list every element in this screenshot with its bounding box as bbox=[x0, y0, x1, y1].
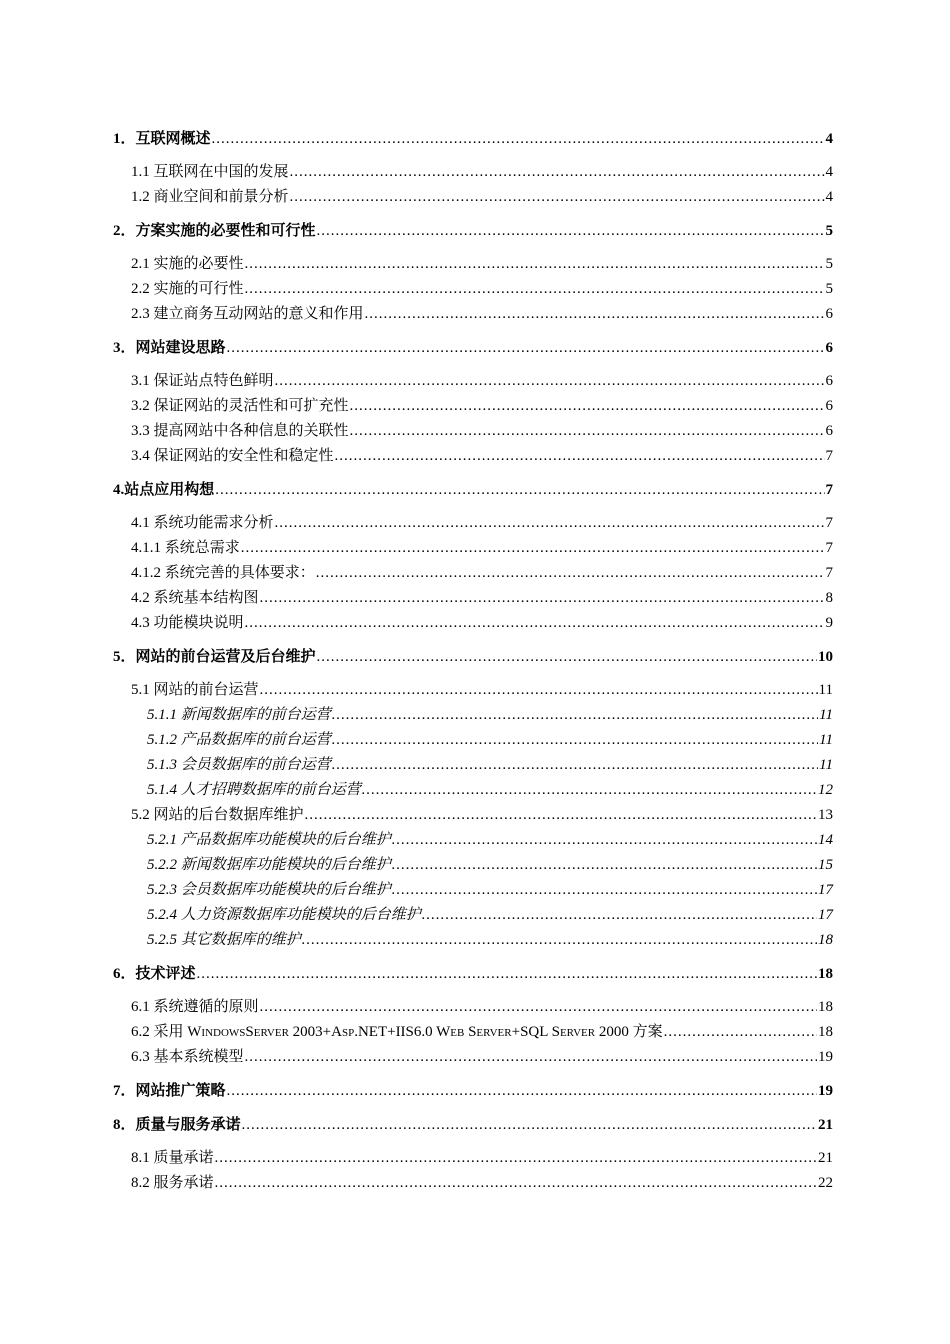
toc-subsection-entry[interactable] bbox=[113, 728, 833, 753]
toc-entry-title: 8．质量与服务承诺 bbox=[113, 1117, 241, 1133]
toc-dot-leader bbox=[332, 728, 818, 753]
toc-page-number: 7 bbox=[825, 565, 833, 581]
toc-entry-title: 3.2 保证网站的灵活性和可扩充性 bbox=[131, 398, 349, 414]
toc-dot-leader bbox=[305, 803, 817, 828]
toc-chapter-entry[interactable] bbox=[113, 1078, 833, 1104]
toc-dot-leader bbox=[215, 477, 824, 503]
toc-section-entry[interactable] bbox=[113, 419, 833, 444]
toc-entry-title: 4.1 系统功能需求分析 bbox=[131, 515, 274, 531]
toc-entry-title: 8.1 质量承诺 bbox=[131, 1150, 214, 1166]
toc-entry-title: 5.1.4 人才招聘数据库的前台运营 bbox=[147, 782, 361, 798]
toc-section-entry[interactable] bbox=[113, 536, 833, 561]
toc-section-entry[interactable] bbox=[113, 369, 833, 394]
toc-entry-title: 5．网站的前台运营及后台维护 bbox=[113, 649, 316, 665]
toc-dot-leader bbox=[422, 903, 817, 928]
toc-entry-title: 4.1.2 系统完善的具体要求： bbox=[131, 565, 315, 581]
toc-entry-title: 2.3 建立商务互动网站的意义和作用 bbox=[131, 306, 364, 322]
toc-dot-leader bbox=[260, 586, 825, 611]
toc-entry-title: 1.2 商业空间和前景分析 bbox=[131, 189, 289, 205]
toc-subsection-entry[interactable] bbox=[113, 928, 833, 953]
toc-dot-leader bbox=[227, 1078, 817, 1104]
toc-section-entry[interactable] bbox=[113, 1045, 833, 1070]
toc-entry-title: 1.1 互联网在中国的发展 bbox=[131, 164, 289, 180]
toc-page-number: 7 bbox=[825, 515, 833, 531]
toc-entry-title: 6.2 采用 WindowsServer 2003+Asp.NET+IIS6.0 Web Server+SQL Server 2000 方案 bbox=[131, 1024, 663, 1040]
toc-dot-leader bbox=[362, 778, 817, 803]
toc-chapter-entry[interactable] bbox=[113, 477, 833, 503]
toc-entry-title: 3.4 保证网站的安全性和稳定性 bbox=[131, 448, 334, 464]
table-of-contents bbox=[113, 126, 833, 1196]
toc-page-number: 11 bbox=[819, 757, 833, 773]
toc-page-number: 4 bbox=[825, 164, 833, 180]
toc-page-number: 6 bbox=[825, 423, 833, 439]
toc-entry-title: 5.1 网站的前台运营 bbox=[131, 682, 259, 698]
toc-dot-leader bbox=[215, 1146, 817, 1171]
toc-section-entry[interactable] bbox=[113, 511, 833, 536]
toc-dot-leader bbox=[245, 252, 825, 277]
toc-entry-title: 5.1.1 新闻数据库的前台运营 bbox=[147, 707, 331, 723]
toc-entry-title: 2．方案实施的必要性和可行性 bbox=[113, 223, 316, 239]
toc-dot-leader bbox=[664, 1020, 817, 1045]
toc-dot-leader bbox=[215, 1171, 817, 1196]
toc-section-entry[interactable] bbox=[113, 277, 833, 302]
toc-dot-leader bbox=[392, 828, 817, 853]
toc-entry-title: 6．技术评述 bbox=[113, 966, 196, 982]
toc-page-number: 7 bbox=[825, 448, 833, 464]
toc-page-number: 7 bbox=[825, 482, 833, 498]
toc-page-number: 5 bbox=[825, 256, 833, 272]
toc-page-number: 22 bbox=[818, 1175, 833, 1191]
toc-dot-leader bbox=[227, 335, 825, 361]
toc-page-number: 6 bbox=[825, 398, 833, 414]
toc-section-entry[interactable] bbox=[113, 586, 833, 611]
toc-section-entry[interactable] bbox=[113, 803, 833, 828]
toc-page-number: 18 bbox=[818, 932, 833, 948]
toc-chapter-entry[interactable] bbox=[113, 644, 833, 670]
toc-entry-title: 7．网站推广策略 bbox=[113, 1083, 226, 1099]
toc-subsection-entry[interactable] bbox=[113, 828, 833, 853]
toc-dot-leader bbox=[332, 703, 818, 728]
toc-entry-title: 5.2.2 新闻数据库功能模块的后台维护 bbox=[147, 857, 391, 873]
toc-subsection-entry[interactable] bbox=[113, 878, 833, 903]
toc-dot-leader bbox=[365, 302, 825, 327]
toc-chapter-entry[interactable] bbox=[113, 335, 833, 361]
toc-page-number: 18 bbox=[818, 1024, 833, 1040]
toc-page-number: 5 bbox=[825, 223, 833, 239]
toc-section-entry[interactable] bbox=[113, 611, 833, 636]
toc-section-entry[interactable] bbox=[113, 394, 833, 419]
toc-section-entry[interactable] bbox=[113, 252, 833, 277]
toc-subsection-entry[interactable] bbox=[113, 853, 833, 878]
toc-entry-title: 2.1 实施的必要性 bbox=[131, 256, 244, 272]
toc-entry-title: 3.3 提高网站中各种信息的关联性 bbox=[131, 423, 349, 439]
toc-page-number: 10 bbox=[818, 649, 833, 665]
toc-dot-leader bbox=[335, 444, 825, 469]
toc-section-entry[interactable] bbox=[113, 678, 833, 703]
toc-page-number: 9 bbox=[825, 615, 833, 631]
toc-page-number: 21 bbox=[818, 1117, 833, 1133]
toc-entry-title: 5.2.5 其它数据库的维护 bbox=[147, 932, 301, 948]
toc-dot-leader bbox=[290, 185, 825, 210]
toc-page-number: 11 bbox=[819, 732, 833, 748]
toc-dot-leader bbox=[241, 536, 825, 561]
toc-page-number: 21 bbox=[818, 1150, 833, 1166]
toc-entry-title: 3.1 保证站点特色鲜明 bbox=[131, 373, 274, 389]
toc-entry-title: 5.1.3 会员数据库的前台运营 bbox=[147, 757, 331, 773]
toc-page-number: 18 bbox=[818, 999, 833, 1015]
toc-subsection-entry[interactable] bbox=[113, 753, 833, 778]
toc-dot-leader bbox=[290, 160, 825, 185]
toc-section-entry[interactable] bbox=[113, 185, 833, 210]
toc-dot-leader bbox=[302, 928, 817, 953]
toc-page-number: 8 bbox=[825, 590, 833, 606]
toc-section-entry[interactable] bbox=[113, 302, 833, 327]
toc-dot-leader bbox=[317, 644, 817, 670]
toc-section-entry[interactable] bbox=[113, 444, 833, 469]
toc-page-number: 6 bbox=[825, 340, 833, 356]
toc-page-number: 6 bbox=[825, 373, 833, 389]
toc-dot-leader bbox=[316, 561, 825, 586]
toc-page-number: 7 bbox=[825, 540, 833, 556]
toc-dot-leader bbox=[350, 394, 825, 419]
toc-dot-leader bbox=[245, 1045, 817, 1070]
toc-dot-leader bbox=[275, 511, 825, 536]
toc-dot-leader bbox=[245, 611, 825, 636]
toc-entry-title: 2.2 实施的可行性 bbox=[131, 281, 244, 297]
toc-page-number: 14 bbox=[818, 832, 833, 848]
toc-page-number: 4 bbox=[825, 131, 833, 147]
toc-entry-title: 4.1.1 系统总需求 bbox=[131, 540, 240, 556]
toc-page-number: 11 bbox=[819, 707, 833, 723]
toc-subsection-entry[interactable] bbox=[113, 778, 833, 803]
toc-section-entry[interactable] bbox=[113, 995, 833, 1020]
toc-page-number: 17 bbox=[818, 882, 833, 898]
toc-entry-title: 4.站点应用构想 bbox=[113, 482, 215, 498]
toc-page-number: 5 bbox=[825, 281, 833, 297]
toc-entry-title: 3．网站建设思路 bbox=[113, 340, 226, 356]
toc-dot-leader bbox=[332, 753, 818, 778]
toc-dot-leader bbox=[317, 218, 825, 244]
toc-entry-title: 1．互联网概述 bbox=[113, 131, 211, 147]
toc-dot-leader bbox=[242, 1112, 817, 1138]
toc-entry-title: 5.2.4 人力资源数据库功能模块的后台维护 bbox=[147, 907, 421, 923]
toc-page-number: 19 bbox=[818, 1083, 833, 1099]
toc-page-number: 11 bbox=[818, 682, 833, 698]
toc-section-entry[interactable] bbox=[113, 1171, 833, 1196]
toc-dot-leader bbox=[260, 995, 817, 1020]
toc-entry-title: 4.3 功能模块说明 bbox=[131, 615, 244, 631]
toc-dot-leader bbox=[197, 961, 817, 987]
toc-chapter-entry[interactable] bbox=[113, 1112, 833, 1138]
toc-page-number: 13 bbox=[818, 807, 833, 823]
toc-entry-title: 5.2.3 会员数据库功能模块的后台维护 bbox=[147, 882, 391, 898]
toc-dot-leader bbox=[392, 878, 817, 903]
toc-section-entry[interactable] bbox=[113, 160, 833, 185]
toc-page-number: 4 bbox=[825, 189, 833, 205]
toc-subsection-entry[interactable] bbox=[113, 903, 833, 928]
toc-page-number: 15 bbox=[818, 857, 833, 873]
toc-entry-title: 4.2 系统基本结构图 bbox=[131, 590, 259, 606]
toc-section-entry[interactable] bbox=[113, 561, 833, 586]
toc-entry-title: 6.3 基本系统模型 bbox=[131, 1049, 244, 1065]
toc-dot-leader bbox=[350, 419, 825, 444]
toc-dot-leader bbox=[212, 126, 825, 152]
toc-page-number: 18 bbox=[818, 966, 833, 982]
toc-dot-leader bbox=[275, 369, 825, 394]
toc-dot-leader bbox=[392, 853, 817, 878]
toc-page-number: 6 bbox=[825, 306, 833, 322]
toc-entry-title: 6.1 系统遵循的原则 bbox=[131, 999, 259, 1015]
toc-entry-title: 8.2 服务承诺 bbox=[131, 1175, 214, 1191]
toc-entry-title: 5.2 网站的后台数据库维护 bbox=[131, 807, 304, 823]
toc-entry-title: 5.1.2 产品数据库的前台运营 bbox=[147, 732, 331, 748]
toc-page-number: 19 bbox=[818, 1049, 833, 1065]
toc-page-number: 17 bbox=[818, 907, 833, 923]
toc-subsection-entry[interactable] bbox=[113, 703, 833, 728]
toc-dot-leader bbox=[245, 277, 825, 302]
toc-chapter-entry[interactable] bbox=[113, 961, 833, 987]
toc-page-number: 12 bbox=[818, 782, 833, 798]
toc-entry-title: 5.2.1 产品数据库功能模块的后台维护 bbox=[147, 832, 391, 848]
toc-section-entry[interactable] bbox=[113, 1020, 833, 1045]
toc-chapter-entry[interactable] bbox=[113, 218, 833, 244]
toc-section-entry[interactable] bbox=[113, 1146, 833, 1171]
toc-chapter-entry[interactable] bbox=[113, 126, 833, 152]
toc-dot-leader bbox=[260, 678, 818, 703]
